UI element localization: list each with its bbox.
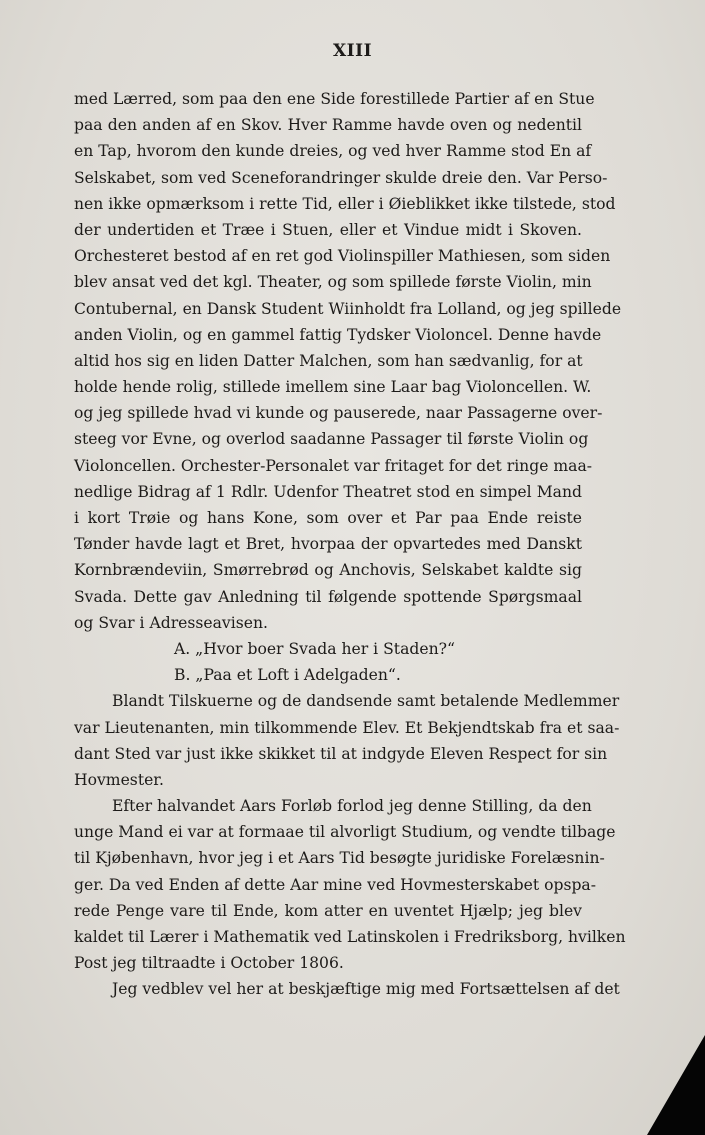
text-line: Svada. Dette gav Anledning til følgende spottende Spørgsmaal	[74, 587, 582, 606]
text-line: anden Violin, og en gammel fattig Tydsker Violoncel. Denne havde	[74, 325, 602, 344]
text-line: A. „Hvor boer Svada her i Staden?“	[174, 639, 455, 658]
text-line: paa den anden af en Skov. Hver Ramme havde oven og nedentil	[74, 116, 582, 135]
text-line: Orchesteret bestod af en ret god Violinspiller Mathiesen, som siden	[74, 247, 611, 266]
text-line: Violoncellen. Orchester-Personalet var fritaget for det ringe maa-	[74, 456, 593, 475]
text-line: altid hos sig en liden Datter Malchen, som han sædvanlig, for at	[74, 351, 583, 370]
text-line: kaldet til Lærer i Mathematik ved Latinskolen i Fredriksborg, hvilken	[74, 928, 626, 946]
text-line: der undertiden et Træe i Stuen, eller et Vindue midt i Skoven.	[74, 220, 582, 239]
text-line: med Lærred, som paa den ene Side forestillede Partier af en Stue	[74, 90, 595, 108]
page-number: XIII	[332, 41, 373, 61]
text-line: Efter halvandet Aars Forløb forlod jeg denne Stilling, da den	[112, 797, 592, 816]
text-line: Blandt Tilskuerne og de dandsende samt betalende Medlemmer	[112, 692, 620, 711]
text-line: til Kjøbenhavn, hvor jeg i et Aars Tid besøgte juridiske Forelæsnin-	[74, 849, 605, 868]
text-body	[74, 86, 626, 1003]
text-line: blev ansat ved det kgl. Theater, og som spillede første Violin, min	[74, 273, 592, 292]
text-line: nedlige Bidrag af 1 Rdlr. Udenfor Theatret stod en simpel Mand	[74, 482, 582, 501]
dark-corner-shadow	[647, 1035, 705, 1135]
text-line: unge Mand ei var at formaae til alvorligt Studium, og vendte tilbage	[74, 823, 616, 842]
text-line: B. „Paa et Loft i Adelgaden“.	[174, 666, 401, 685]
text-line: var Lieutenanten, min tilkommende Elev. Et Bekjendtskab fra et saa-	[74, 718, 620, 737]
text-line: Tønder havde lagt et Bret, hvorpaa der opvartedes med Danskt	[74, 535, 582, 554]
text-line: og jeg spillede hvad vi kunde og pauserede, naar Passagerne over-	[74, 404, 603, 423]
text-line: Kornbrændeviin, Smørrebrød og Anchovis, Selskabet kaldte sig	[74, 561, 582, 580]
text-line: dant Sted var just ikke skikket til at indgyde Eleven Respect for sin	[74, 744, 608, 763]
text-line: i kort Trøie og hans Kone, som over et Par paa Ende reiste	[74, 509, 582, 527]
text-line: holde hende rolig, stillede imellem sine Laar bag Violoncellen. W.	[74, 378, 592, 397]
text-line: og Svar i Adresseavisen.	[74, 613, 268, 632]
text-line: Contubernal, en Dansk Student Wiinholdt fra Lolland, og jeg spillede	[74, 299, 622, 318]
text-line: rede Penge vare til Ende, kom atter en uventet Hjælp; jeg blev	[74, 901, 582, 920]
text-line: ger. Da ved Enden af dette Aar mine ved Hovmesterskabet opspa-	[74, 875, 597, 894]
text-line: Hovmester.	[74, 770, 165, 789]
text-line: Jeg vedblev vel her at beskjæftige mig med Fortsættelsen af det	[112, 980, 620, 999]
text-line: Post jeg tiltraadte i October 1806.	[74, 954, 344, 973]
text-line: nen ikke opmærksom i rette Tid, eller i Øieblikket ikke tilstede, stod	[74, 194, 616, 213]
text-line: Selskabet, som ved Sceneforandringer skulde dreie den. Var Perso-	[74, 168, 608, 187]
text-line: steeg vor Evne, og overlod saadanne Passager til første Violin og	[74, 430, 589, 449]
text-line: en Tap, hvorom den kunde dreies, og ved hver Ramme stod En af	[74, 142, 592, 161]
